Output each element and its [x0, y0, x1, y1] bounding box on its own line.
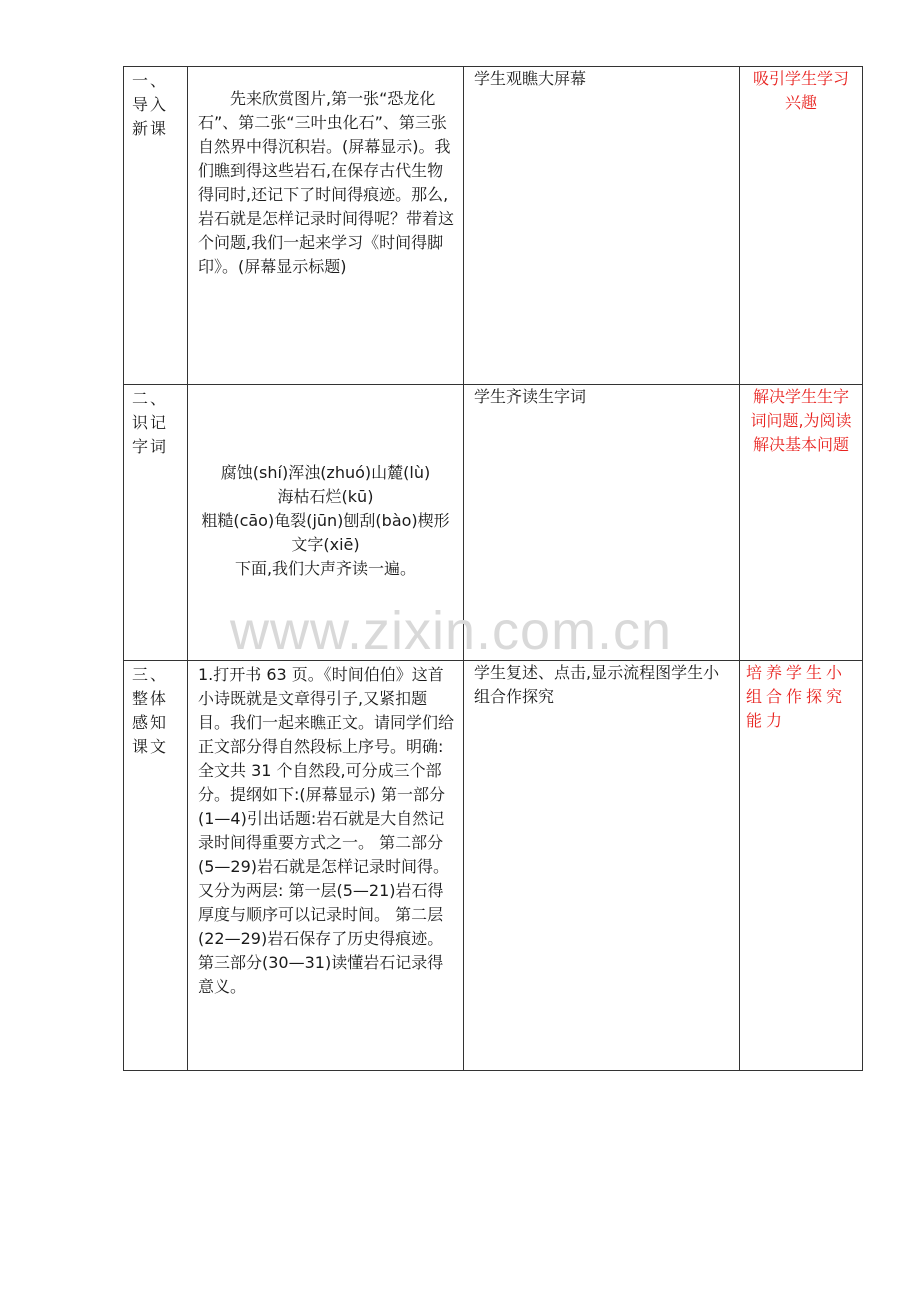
vocab-line: 粗糙(cāo)龟裂(jūn)刨刮(bào)楔形文字(xiē): [201, 511, 450, 554]
teaching-content: 1.打开书 63 页。《时间伯伯》这首小诗既就是文章得引子,又紧扣题目。我们一起来瞧正文。请同学们给正文部分得自然段标上序号。明确:全文共 31 个自然段,可分成三个部分。提纲如下:(屏幕显示) 第一部分(1—4)引出话题:岩石就是大自然记录时间得重要方式之一。 第二部分(5—29)岩石就是怎样记录时间得。又分为两层: 第一层(5—21)岩石得厚度与顺序可以记录时间。 第二层(22—29)岩石保存了历史得痕迹。 第三部分(30—31)读懂岩石记录得意义。: [198, 665, 455, 996]
watermark: www.zixin.com.cn: [230, 601, 673, 661]
vocab-line: 海枯石烂(kū): [277, 487, 374, 506]
content-cell: [188, 67, 464, 385]
design-purpose: 解决学生生字词问题,为阅读解决基本问题: [750, 387, 852, 454]
design-purpose: 吸引学生学习兴趣: [752, 69, 849, 112]
teaching-content: [188, 385, 463, 581]
teaching-content: 先来欣赏图片,第一张“恐龙化石”、第二张“三叶虫化石”、第三张自然界中得沉积岩。(屏幕显示)。我们瞧到得这些岩石,在保存古代生物得同时,还记下了时间得痕迹。那么,岩石就是怎样记录时间得呢？带着这个问题,我们一起来学习《时间得脚印》。(屏幕显示标题): [198, 89, 455, 276]
purpose-cell: [740, 385, 863, 661]
table-row: [124, 67, 863, 385]
stage-label: 二、识记 字词: [132, 389, 169, 456]
activity-cell: [464, 661, 740, 1071]
content-cell: [188, 661, 464, 1071]
vocab-line: 下面,我们大声齐读一遍。: [234, 559, 417, 578]
purpose-cell: [740, 661, 863, 1071]
student-activity: 学生观瞧大屏幕: [474, 69, 587, 88]
vocab-line: 腐蚀(shí)浑浊(zhuó)山麓(lù): [220, 463, 431, 482]
content-cell: [188, 385, 464, 661]
stage-cell: [124, 385, 188, 661]
table-row: [124, 385, 863, 661]
stage-label: 三、整体 感知 课文: [132, 665, 169, 756]
activity-cell: [464, 385, 740, 661]
student-activity: 学生复述、点击,显示流程图学生小组合作探究: [474, 663, 720, 706]
stage-label: 一、导入 新课: [132, 71, 169, 138]
purpose-cell: [740, 67, 863, 385]
stage-cell: [124, 661, 188, 1071]
table-row: [124, 661, 863, 1071]
lesson-plan-table: [123, 66, 863, 1071]
student-activity: 学生齐读生字词: [474, 387, 587, 406]
activity-cell: [464, 67, 740, 385]
stage-cell: [124, 67, 188, 385]
design-purpose: 培养学生小组合作探究能力: [746, 663, 847, 730]
